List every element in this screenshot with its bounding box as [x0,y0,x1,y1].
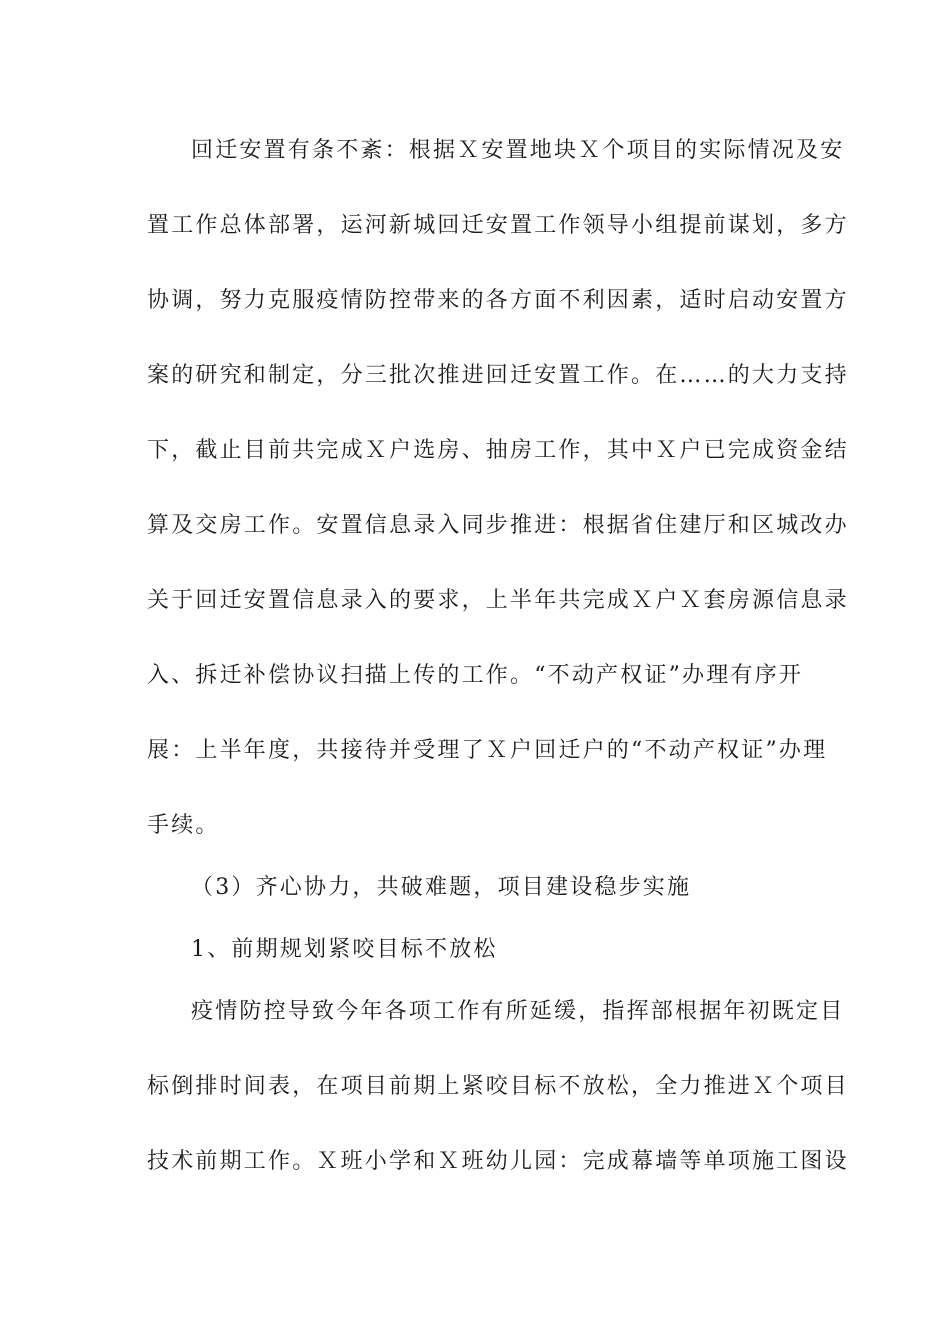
paragraph-line: 置工作总体部署，运河新城回迁安置工作领导小组提前谋划，多方 [147,213,849,238]
section-heading: （3）齐心协力，共破难题，项目建设稳步实施 [191,875,692,900]
paragraph-line: 下，截止目前共完成Ｘ户选房、抽房工作，其中Ｘ户已完成资金结 [147,438,849,463]
paragraph-line: 案的研究和制定，分三批次推进回迁安置工作。在……的大力支持 [147,363,849,388]
subsection-heading: 1、前期规划紧咬目标不放松 [191,937,498,962]
paragraph-line: 协调，努力克服疫情防控带来的各方面不利因素，适时启动安置方 [147,288,849,313]
paragraph-line: 关于回迁安置信息录入的要求，上半年共完成Ｘ户Ｘ套房源信息录 [147,588,849,613]
paragraph-line: 疫情防控导致今年各项工作有所延缓，指挥部根据年初既定目 [191,999,845,1024]
paragraph-line: 入、拆迁补偿协议扫描上传的工作。“不动产权证”办理有序开 [147,663,804,688]
paragraph-line: 回迁安置有条不紊：根据Ｘ安置地块Ｘ个项目的实际情况及安 [191,138,845,163]
paragraph-line: 算及交房工作。安置信息录入同步推进：根据省住建厅和区城改办 [147,513,849,538]
paragraph-line: 标倒排时间表，在项目前期上紧咬目标不放松，全力推进Ｘ个项目 [147,1074,849,1099]
paragraph-line: 手续。 [147,813,220,838]
paragraph-line: 技术前期工作。Ｘ班小学和Ｘ班幼儿园：完成幕墙等单项施工图设 [147,1149,849,1174]
paragraph-line: 展：上半年度，共接待并受理了Ｘ户回迁户的“不动产权证”办理 [147,738,828,763]
